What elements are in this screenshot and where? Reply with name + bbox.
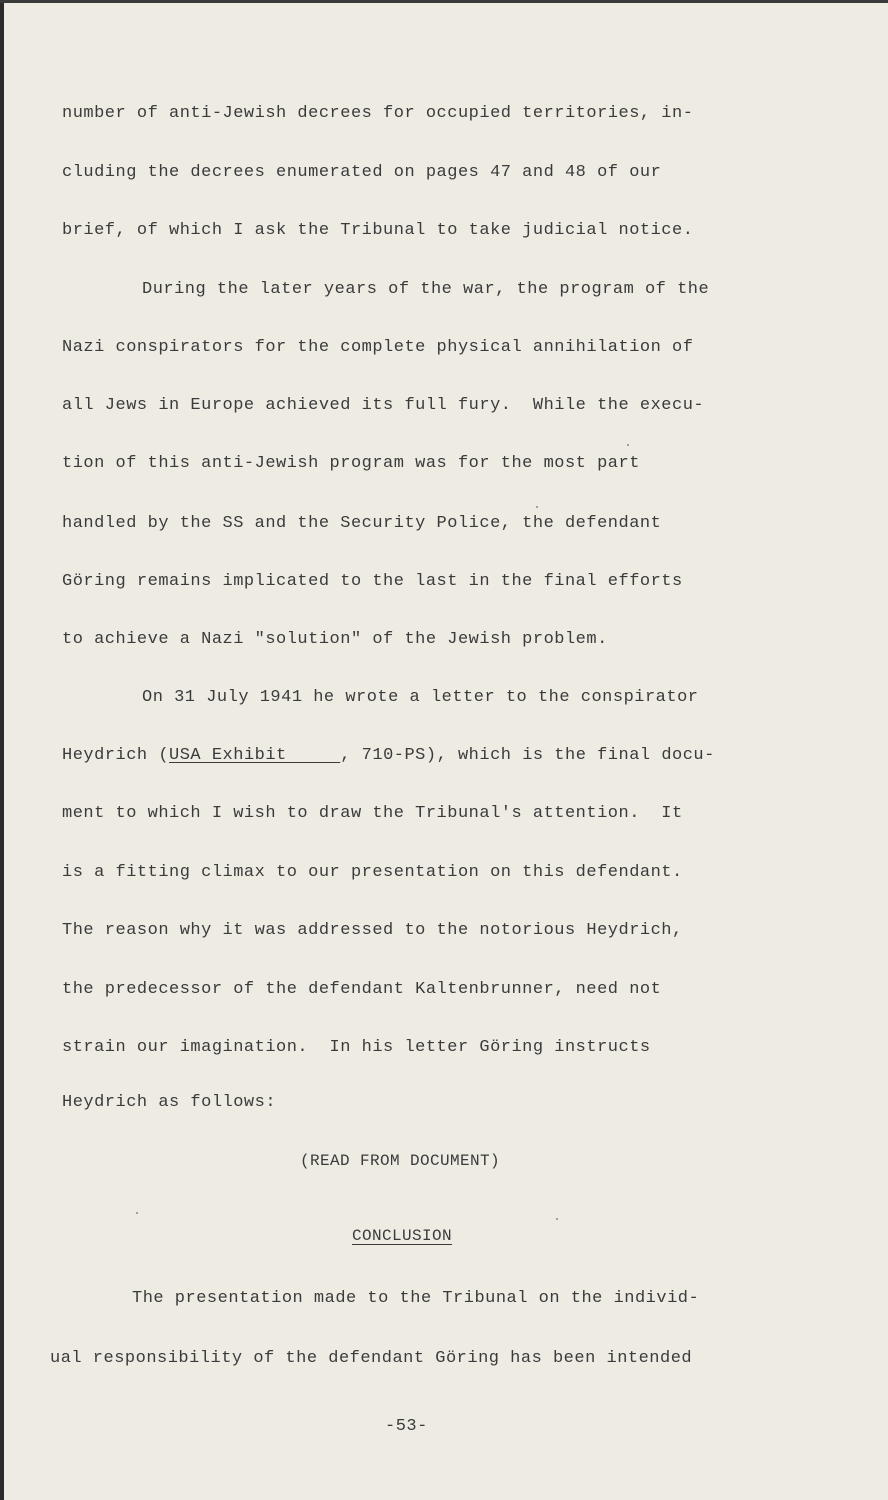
paragraph-2-line-1: During the later years of the war, the program of the bbox=[142, 280, 710, 299]
paragraph-3-line-1: On 31 July 1941 he wrote a letter to the conspirator bbox=[142, 688, 699, 707]
paragraph-2-line-2: Nazi conspirators for the complete physical annihilation of bbox=[62, 338, 694, 357]
text-line-2: cluding the decrees enumerated on pages 47 and 48 of our bbox=[62, 163, 662, 182]
paragraph-3-line-6: the predecessor of the defendant Kaltenbrunner, need not bbox=[62, 980, 662, 999]
paragraph-2-line-5: handled by the SS and the Security Police, the defendant bbox=[62, 514, 662, 533]
paragraph-3-line-2 bbox=[62, 745, 715, 767]
page-number: -53- bbox=[385, 1417, 428, 1436]
scan-speck bbox=[136, 1212, 138, 1214]
paragraph-3-line-3: ment to which I wish to draw the Tribunal's attention. It bbox=[62, 804, 683, 823]
conclusion-line-2: ual responsibility of the defendant Göring has been intended bbox=[50, 1349, 693, 1368]
text-line-1: number of anti-Jewish decrees for occupied territories, in- bbox=[62, 104, 694, 123]
scan-speck bbox=[536, 506, 538, 508]
conclusion-heading: CONCLUSION bbox=[352, 1227, 453, 1245]
heydrich-suffix: , 710-PS), which is the final docu- bbox=[340, 746, 715, 765]
scan-edge-left bbox=[0, 0, 4, 1500]
paragraph-2-line-6: Göring remains implicated to the last in the final efforts bbox=[62, 572, 683, 591]
scan-speck bbox=[556, 1218, 558, 1220]
heydrich-prefix: Heydrich ( bbox=[62, 746, 170, 765]
paragraph-3-line-4: is a fitting climax to our presentation on this defendant. bbox=[62, 863, 683, 882]
paragraph-3-line-7: strain our imagination. In his letter Göring instructs bbox=[62, 1038, 651, 1057]
conclusion-line-1: The presentation made to the Tribunal on the individ- bbox=[132, 1289, 700, 1308]
paragraph-2-line-3: all Jews in Europe achieved its full fury. While the execu- bbox=[62, 396, 705, 415]
paragraph-2-line-4: tion of this anti-Jewish program was for the most part bbox=[62, 454, 640, 473]
scan-speck bbox=[627, 444, 629, 446]
usa-exhibit-reference: USA Exhibit bbox=[169, 746, 341, 765]
paragraph-3-line-8: Heydrich as follows: bbox=[62, 1093, 277, 1112]
paragraph-3-line-5: The reason why it was addressed to the notorious Heydrich, bbox=[62, 921, 683, 940]
paragraph-2-line-7: to achieve a Nazi "solution" of the Jewish problem. bbox=[62, 630, 608, 649]
scan-edge-top bbox=[0, 0, 888, 3]
read-from-document-note: (READ FROM DOCUMENT) bbox=[300, 1152, 501, 1170]
text-line-3: brief, of which I ask the Tribunal to take judicial notice. bbox=[62, 221, 694, 240]
